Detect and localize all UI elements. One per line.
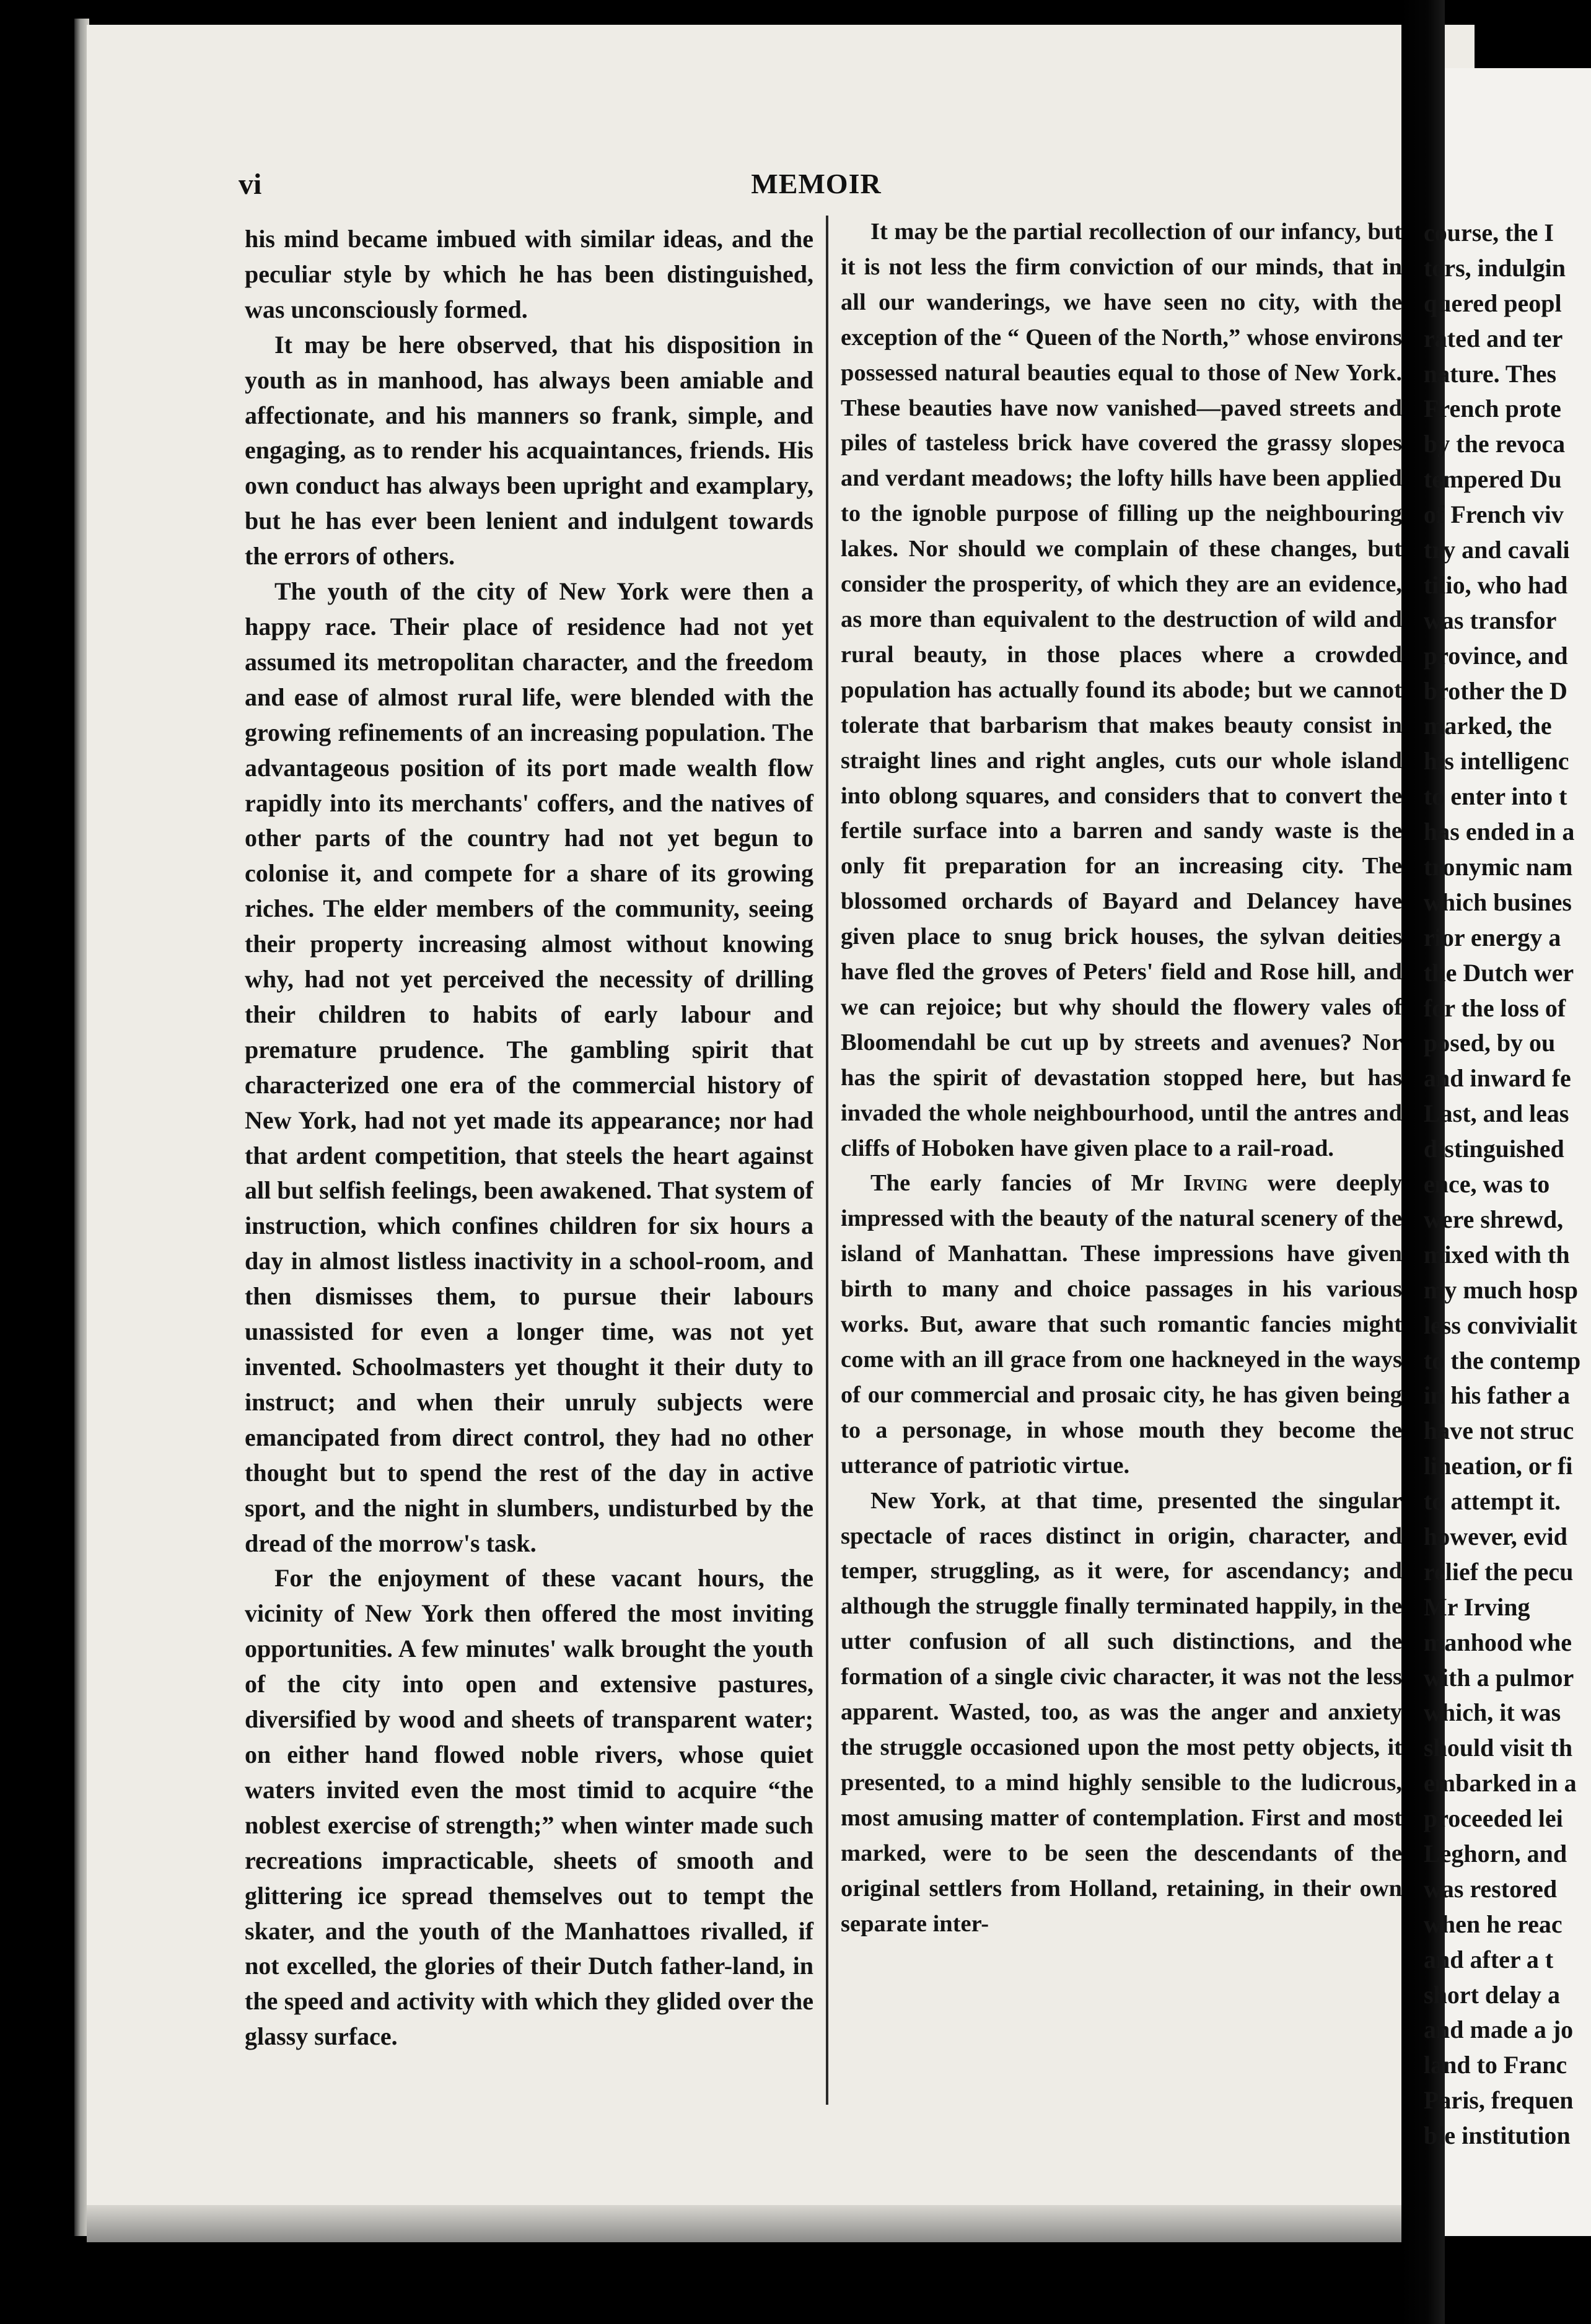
text-line-fragment: by the revoca: [1424, 430, 1566, 458]
page-bottom-shadow: [87, 2205, 1419, 2242]
text-line-fragment: Leghorn, and: [1424, 1839, 1567, 1868]
running-head: [239, 167, 1394, 211]
text-line-fragment: however, evid: [1424, 1522, 1567, 1550]
text-line-fragment: posed, by ou: [1424, 1029, 1556, 1057]
text-line-fragment: his intelligenc: [1424, 747, 1569, 775]
text-line-fragment: to attempt it.: [1424, 1487, 1561, 1516]
text-line-fragment: with a pulmor: [1424, 1663, 1574, 1692]
text-line-fragment: were shrewd,: [1424, 1205, 1564, 1233]
paragraph-text: The early fancies of Mr: [870, 1170, 1183, 1197]
text-line-fragment: tilio, who had: [1424, 570, 1568, 599]
text-line-fragment: to the contemp: [1424, 1346, 1581, 1374]
text-line-fragment: ble institution: [1424, 2121, 1571, 2150]
text-line-fragment: ence, was to: [1424, 1170, 1550, 1199]
text-column-left: [245, 222, 813, 2055]
page-number: vi: [239, 168, 262, 201]
text-line-fragment: mixed with th: [1424, 1240, 1570, 1269]
text-line-fragment: embarked in a: [1424, 1769, 1577, 1798]
paragraph: [245, 1561, 813, 2055]
text-line-fragment: relief the pecu: [1424, 1557, 1574, 1586]
text-line-fragment: which busines: [1424, 888, 1572, 916]
text-line-fragment: proceeded lei: [1424, 1804, 1563, 1833]
text-line-fragment: and inward fe: [1424, 1064, 1571, 1093]
paragraph: [245, 222, 813, 328]
text-line-fragment: province, and: [1424, 641, 1568, 670]
text-line-fragment: of French viv: [1424, 500, 1564, 529]
text-line-fragment: tors, indulgin: [1424, 253, 1566, 282]
text-line-fragment: tempered Du: [1424, 465, 1562, 494]
text-line-fragment: which, it was: [1424, 1698, 1561, 1727]
text-line-fragment: nature. Thes: [1424, 359, 1557, 388]
paragraph: [245, 328, 813, 574]
text-line-fragment: manhood whe: [1424, 1628, 1572, 1656]
page-header-title: MEMOIR: [751, 168, 882, 199]
paragraph-text: his mind became imbued with similar ideas, and the peculiar style by which he has been distinguished, was unconsciously formed.: [245, 225, 813, 323]
paragraph-text: were deeply impressed with the beauty of the natural scenery of the island of Manhattan. These impressions have given birth to many and choice passages in his various works. But, aware that such romantic fancies might come with an ill grace from one hackneyed in the ways of our commercial and prosaic city, he has given being to a personage, in whose mouth they become the utterance of patriotic virtue.: [841, 1170, 1402, 1479]
text-line-fragment: and made a jo: [1424, 2016, 1574, 2044]
text-line-fragment: less convivialit: [1424, 1311, 1577, 1339]
column-rule: [826, 216, 828, 2105]
paragraph-text: The youth of the city of New York were then a happy race. Their place of residence had not yet assumed its metropolitan character, and the freedom and ease of almost rural life, were blended with the growing refinements of an increasing population. The advantageous position of its port made wealth flow rapidly into its merchants' coffers, and the natives of other parts of the country had not yet begun to colonise it, and compete for a share of its growing riches. The elder members of the community, seeing their property increasing almost without knowing why, had not yet perceived the necessity of drilling their children to habits of early labour and premature prudence. The gambling spirit that characterized one era of the commercial history of New York, had not yet made its appearance; nor had that ardent competition, that steels the heart against all but selfish feelings, been awakened. That system of instruction, which confines children for six hours a day in almost listless inactivity in a school-room, and then dismisses them, to pursue their labours unassisted for even a longer time, was not yet invented. Schoolmasters yet thought it their duty to instruct; and when their unruly subjects were emancipated from direct control, they had no other thought but to spend the rest of the day in active sport, and the night in slumbers, undisturbed by the dread of the morrow's task.: [245, 577, 813, 1557]
paragraph-text: For the enjoyment of these vacant hours, the vicinity of New York then offered the most inviting opportunities. A few minutes' walk brought the youth of the city into open and extensive pastures, diversified by wood and sheets of transparent water; on either hand flowed noble rivers, whose quiet waters invited even the most timid to acquire “the noblest exercise of strength;” when winter made such recreations impracticable, sheets of smooth and glittering ice spread themselves out to tempt the skater, and the youth of the Manhattoes rivalled, if not excelled, the glories of their Dutch father-land, in the speed and activity with which they glided over the glassy surface.: [245, 1564, 813, 2051]
text-line-fragment: quered peopl: [1424, 289, 1562, 317]
text-line-fragment: tronymic nam: [1424, 853, 1573, 881]
text-line-fragment: Mr Irving: [1424, 1592, 1530, 1621]
author-name: Irving: [1183, 1170, 1248, 1197]
text-line-fragment: try and cavali: [1424, 536, 1570, 564]
paragraph: [841, 1483, 1402, 1942]
text-line-fragment: lineation, or fi: [1424, 1452, 1573, 1480]
text-line-fragment: land to Franc: [1424, 2051, 1567, 2079]
text-line-fragment: when he reac: [1424, 1910, 1563, 1938]
paragraph-text: It may be here observed, that his disposition in youth as in manhood, has always been amiable and affectionate, and his manners so frank, simple, and engaging, as to render his acquaintances, friends. His own conduct has always been upright and examplary, but he has ever been lenient and indulgent towards the errors of others.: [245, 330, 813, 570]
text-line-fragment: was transfor: [1424, 606, 1557, 634]
text-line-fragment: Last, and leas: [1424, 1099, 1569, 1128]
paragraph-text: New York, at that time, presented the singular spectacle of races distinct in origin, character, and temper, struggling, as it were, for ascendancy; and although the struggle finally terminated happily, in the utter confusion of all such distinctions, and the formation of a single civic character, it was not the less apparent. Wasted, too, as was the anger and anxiety the struggle occasioned upon the most petty objects, it presented, to a mind highly sensible to the ludicrous, most amusing matter of contemplation. First and most marked, were to be seen the descendants of the original settlers from Holland, retaining, in their own separate inter-: [841, 1487, 1402, 1937]
text-line-fragment: the Dutch wer: [1424, 958, 1574, 987]
text-line-fragment: rated and ter: [1424, 324, 1563, 352]
text-line-fragment: brother the D: [1424, 676, 1567, 705]
text-line-fragment: has ended in a: [1424, 818, 1575, 846]
text-line-fragment: course, the I: [1424, 219, 1554, 247]
text-line-fragment: my much hosp: [1424, 1275, 1578, 1304]
paragraph: [841, 214, 1402, 1166]
paragraph: [841, 1166, 1402, 1483]
text-line-fragment: French prote: [1424, 395, 1561, 423]
text-line-fragment: should visit th: [1424, 1734, 1573, 1762]
text-column-right-cropped: [1424, 216, 1591, 2154]
text-line-fragment: distinguished: [1424, 1135, 1564, 1163]
text-line-fragment: rior energy a: [1424, 923, 1561, 951]
text-line-fragment: marked, the: [1424, 712, 1552, 740]
paragraph-text: It may be the partial recollection of our infancy, but it is not less the firm conviction of our minds, that in all our wanderings, we have seen no city, with the exception of the “ Queen of the North,” whose environs possessed natural beauties equal to those of New York. These beauties have now vanished—paved streets and piles of tasteless brick have covered the grassy slopes and verdant meadows; the lofty hills have been applied to the ignoble purpose of filling up the neighbouring lakes. Nor should we complain of these changes, but consider the prosperity, of which they are an evidence, as more than equivalent to the destruction of wild and rural beauty, in those places where a crowded population has actually found its abode; but we cannot tolerate that barbarism that makes beauty consist in straight lines and right angles, cuts our whole island into oblong squares, and considers that to convert the fertile surface into a barren and sandy waste is the only fit preparation for an increasing city. The blossomed orchards of Bayard and Delancey have given place to snug brick houses, the sylvan deities have fled the groves of Peters' field and Rose hill, and we can rejoice; but why should the flowery vales of Bloomendahl be cut up by streets and avenues? Nor has the spirit of devastation stopped here, but has invaded the whole neighbourhood, until the antres and cliffs of Hoboken have given place to a rail-road.: [841, 219, 1402, 1161]
text-line-fragment: to enter into t: [1424, 782, 1567, 811]
text-line-fragment: short delay a: [1424, 1980, 1560, 2009]
paragraph: [245, 574, 813, 1561]
text-line-fragment: have not struc: [1424, 1417, 1574, 1445]
text-line-fragment: and after a t: [1424, 1945, 1554, 1973]
text-column-middle: [841, 214, 1402, 1941]
text-line-fragment: for the loss of: [1424, 994, 1566, 1022]
text-line-fragment: was restored: [1424, 1874, 1558, 1903]
text-line-fragment: in his father a: [1424, 1381, 1570, 1410]
text-line-fragment: Paris, frequen: [1424, 2086, 1574, 2115]
